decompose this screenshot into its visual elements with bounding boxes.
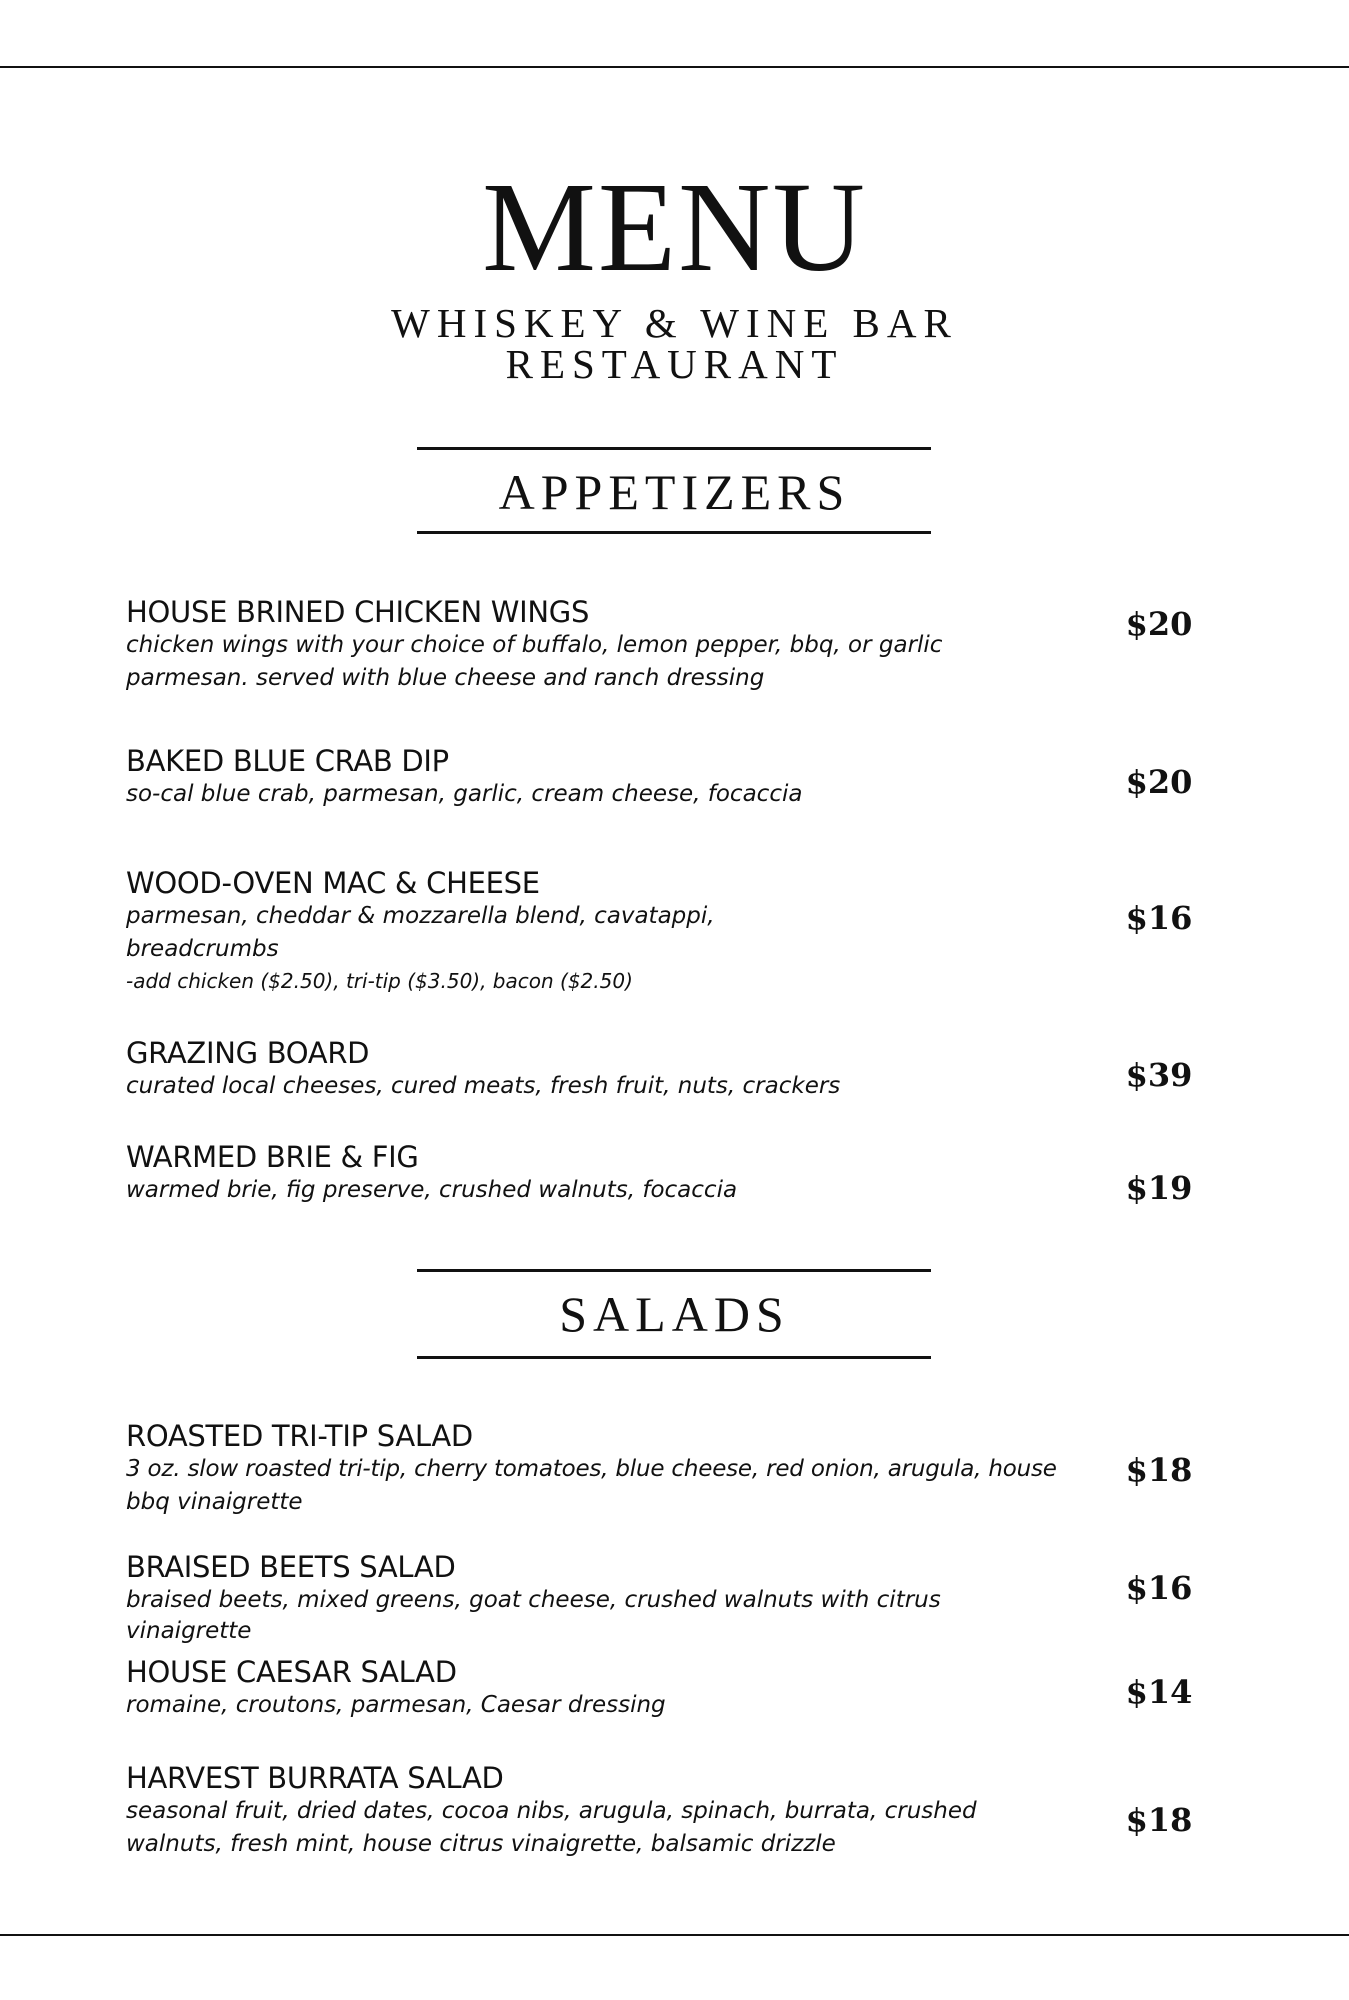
- item-price: $18: [1125, 1801, 1193, 1839]
- item-description: romaine, croutons, parmesan, Caesar dressing: [126, 1692, 666, 1718]
- item-description: seasonal fruit, dried dates, cocoa nibs, arugula, spinach, burrata, crushed: [126, 1798, 977, 1824]
- item-price: $16: [1125, 899, 1193, 937]
- item-name: ROASTED TRI-TIP SALAD: [126, 1419, 473, 1453]
- item-name: GRAZING BOARD: [126, 1036, 370, 1070]
- salads-heading: SALADS: [559, 1286, 790, 1342]
- appetizers-divider-top: [417, 447, 931, 450]
- menu-item: [126, 595, 1126, 695]
- menu-item: [126, 1761, 1126, 1861]
- item-price: $39: [1125, 1056, 1193, 1094]
- item-price: $20: [1125, 763, 1193, 801]
- item-price: $20: [1125, 605, 1193, 643]
- item-description: parmesan. served with blue cheese and ranch dressing: [126, 665, 765, 691]
- item-description: parmesan, cheddar & mozzarella blend, cavatappi,: [126, 903, 715, 929]
- item-add-on-note: -add chicken ($2.50), tri-tip ($3.50), bacon ($2.50): [126, 969, 633, 993]
- item-name: WOOD-OVEN MAC & CHEESE: [126, 866, 540, 900]
- top-divider: [0, 66, 1349, 68]
- appetizers-heading: APPETIZERS: [498, 464, 851, 520]
- item-description: warmed brie, fig preserve, crushed walnuts, focaccia: [126, 1177, 738, 1203]
- item-name: HOUSE CAESAR SALAD: [126, 1655, 457, 1689]
- menu-item: [126, 1550, 1126, 1645]
- item-description: braised beets, mixed greens, goat cheese, crushed walnuts with citrus: [126, 1587, 941, 1613]
- menu-item: [126, 744, 1126, 811]
- menu-item: [126, 1036, 1126, 1103]
- item-name: BRAISED BEETS SALAD: [126, 1550, 456, 1584]
- menu-item: [126, 1140, 1126, 1207]
- item-price: $14: [1125, 1673, 1193, 1711]
- item-name: WARMED BRIE & FIG: [126, 1140, 419, 1174]
- item-price: $19: [1125, 1169, 1193, 1207]
- item-name: BAKED BLUE CRAB DIP: [126, 744, 449, 778]
- item-description: chicken wings with your choice of buffalo, lemon pepper, bbq, or garlic: [126, 632, 943, 658]
- restaurant-name-line1: WHISKEY & WINE BAR: [391, 300, 958, 346]
- restaurant-name-line2: RESTAURANT: [505, 341, 844, 387]
- item-description: walnuts, fresh mint, house citrus vinaigrette, balsamic drizzle: [126, 1831, 836, 1857]
- menu-item: [126, 866, 1126, 996]
- item-description: so-cal blue crab, parmesan, garlic, cream cheese, focaccia: [126, 781, 803, 807]
- item-price: $16: [1125, 1569, 1193, 1607]
- salads-divider-bottom: [417, 1356, 931, 1359]
- item-price: $18: [1125, 1451, 1193, 1489]
- menu-title: MENU: [482, 156, 867, 298]
- item-description: bbq vinaigrette: [126, 1489, 303, 1515]
- item-description: curated local cheeses, cured meats, fresh fruit, nuts, crackers: [126, 1073, 841, 1099]
- item-description: breadcrumbs: [126, 936, 279, 962]
- item-description: 3 oz. slow roasted tri-tip, cherry tomatoes, blue cheese, red onion, arugula, house: [126, 1456, 1057, 1482]
- appetizers-divider-bottom: [417, 531, 931, 534]
- bottom-divider: [0, 1934, 1349, 1936]
- salads-divider-top: [417, 1269, 931, 1272]
- item-name: HOUSE BRINED CHICKEN WINGS: [126, 595, 590, 629]
- menu-item: [126, 1655, 1126, 1722]
- item-description: vinaigrette: [126, 1618, 252, 1644]
- menu-item: [126, 1419, 1126, 1519]
- item-name: HARVEST BURRATA SALAD: [126, 1761, 504, 1795]
